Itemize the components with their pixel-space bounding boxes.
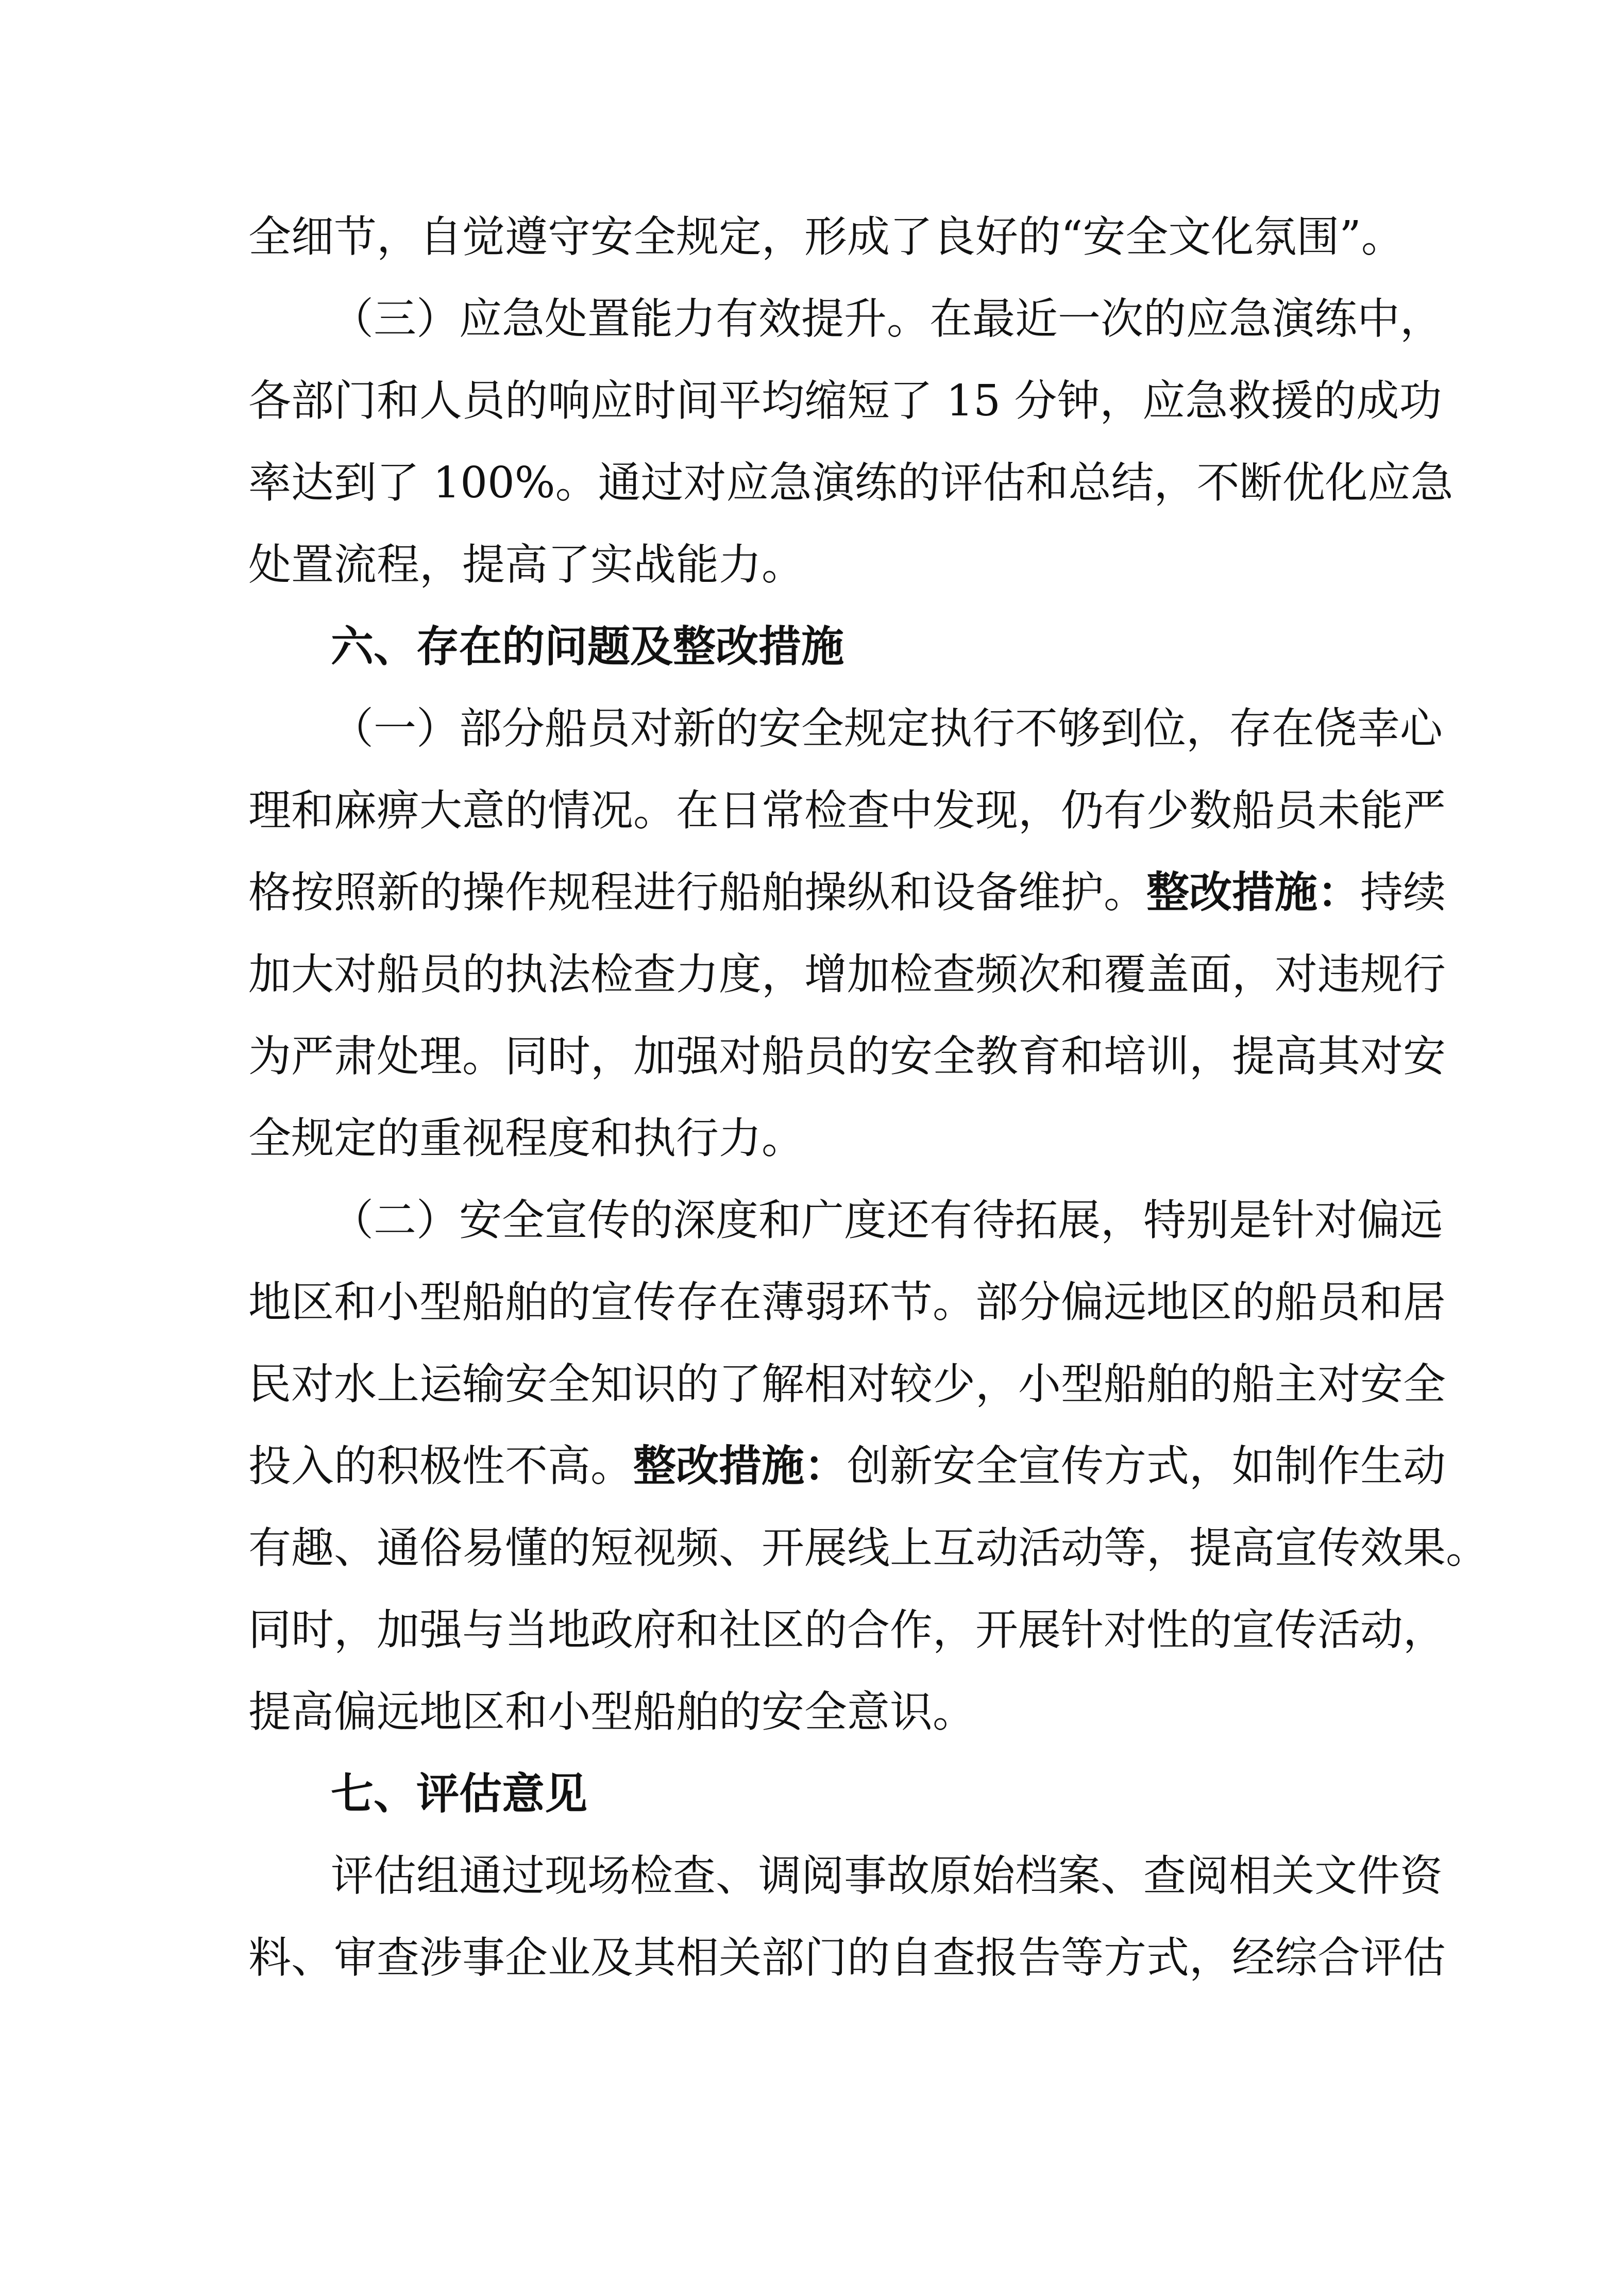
paragraph-first-line: 评估组通过现场检查、调阅事故原始档案、查阅相关文件资	[331, 1851, 1443, 1901]
section-heading: 六、存在的问题及整改措施	[331, 622, 844, 672]
paragraph-last-line: 全规定的重视程度和执行力。	[248, 1113, 804, 1163]
paragraph-line: 理和麻痹大意的情况。在日常检查中发现，仍有少数船员未能严	[248, 785, 1446, 835]
text-run: 投入的积极性不高。	[248, 1441, 633, 1491]
paragraph-line: 有趣、通俗易懂的短视频、开展线上互动活动等，提高宣传效果。	[248, 1523, 1489, 1573]
paragraph-line: 同时，加强与当地政府和社区的合作，开展针对性的宣传活动，	[248, 1605, 1446, 1655]
bold-label: 整改措施：	[1146, 867, 1360, 917]
paragraph-line: 为严肃处理。同时，加强对船员的安全教育和培训，提高其对安	[248, 1031, 1446, 1081]
paragraph-line	[248, 854, 1446, 931]
section-heading: 七、评估意见	[331, 1769, 587, 1819]
paragraph-line	[248, 1428, 1446, 1505]
paragraph-first-line: （三）应急处置能力有效提升。在最近一次的应急演练中，	[331, 294, 1443, 344]
paragraph-line: 加大对船员的执法检查力度，增加检查频次和覆盖面，对违规行	[248, 949, 1446, 999]
paragraph-line: 料、审查涉事企业及其相关部门的自查报告等方式，经综合评估	[248, 1933, 1446, 1983]
paragraph-line: 率达到了 100%。通过对应急演练的评估和总结，不断优化应急	[248, 458, 1453, 508]
paragraph-last-line: 处置流程，提高了实战能力。	[248, 540, 804, 590]
text-run: 创新安全宣传方式，如制作生动	[847, 1441, 1446, 1491]
paragraph-last-line: 全细节，自觉遵守安全规定，形成了良好的“安全文化氛围”。	[248, 212, 1404, 262]
text-run: 格按照新的操作规程进行船舶操纵和设备维护。	[248, 867, 1146, 917]
bold-label: 整改措施：	[633, 1441, 847, 1491]
paragraph-last-line: 提高偏远地区和小型船舶的安全意识。	[248, 1687, 975, 1737]
paragraph-line: 民对水上运输安全知识的了解相对较少，小型船舶的船主对安全	[248, 1359, 1446, 1409]
paragraph-first-line: （一）部分船员对新的安全规定执行不够到位，存在侥幸心	[331, 703, 1443, 753]
paragraph-line: 地区和小型船舶的宣传存在薄弱环节。部分偏远地区的船员和居	[248, 1277, 1446, 1327]
text-run: 持续	[1360, 867, 1446, 917]
paragraph-line: 各部门和人员的响应时间平均缩短了 15 分钟，应急救援的成功	[248, 376, 1442, 426]
paragraph-first-line: （二）安全宣传的深度和广度还有待拓展，特别是针对偏远	[331, 1195, 1443, 1245]
